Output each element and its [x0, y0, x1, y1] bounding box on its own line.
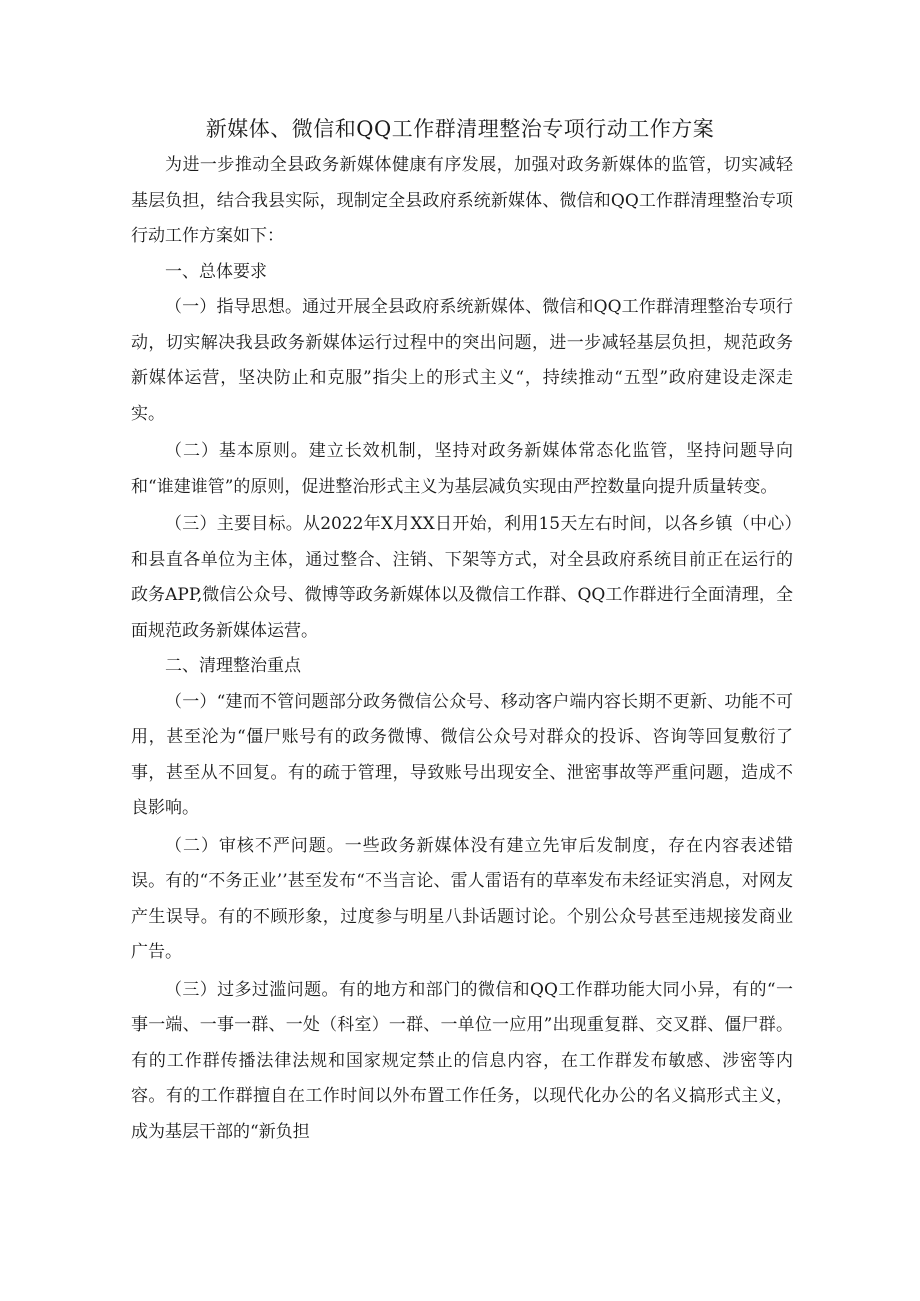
paragraph-built-not-managed: （一）“建而不管问题部分政务微信公众号、移动客户端内容长期不更新、功能不可用，甚至沦为“僵尸账号有的政务微博、微信公众号对群众的投诉、咨询等回复敷衍了事，甚至从不回复。有的疏于管理，导致账号出现安全、泄密事故等严重问题，造成不良影响。: [131, 691, 793, 818]
intro-paragraph: 为进一步推动全县政务新媒体健康有序发展，加强对政务新媒体的监管，切实减轻基层负担，结合我县实际，现制定全县政府系统新媒体、微信和QQ工作群清理整治专项行动工作方案如下：: [131, 155, 793, 246]
paragraph-basic-principles: （二）基本原则。建立长效机制，坚持对政务新媒体常态化监管，坚持问题导向和“谁建谁管”的原则，促进整治形式主义为基层减负实现由严控数量向提升质量转变。: [131, 441, 793, 497]
paragraph-guiding-ideology: （一）指导思想。通过开展全县政府系统新媒体、微信和QQ工作群清理整治专项行动，切实解决我县政务新媒体运行过程中的突出问题，进一步减轻基层负担，规范政务新媒体运营，坚决防止和克服”指尖上的形式主义“，持续推动“五型”政府建设走深走实。: [131, 297, 793, 424]
paragraph-main-objectives: （三）主要目标。从2022年X月XX日开始，利用15天左右时间，以各乡镇（中心）和县直各单位为主体，通过整合、注销、下架等方式，对全县政府系统目前正在运行的政务APP,微信公众号、微博等政务新媒体以及微信工作群、QQ工作群进行全面清理，全面规范政务新媒体运营。: [131, 514, 793, 641]
section-heading-general-requirements: 一、总体要求: [165, 261, 267, 282]
document-title: 新媒体、微信和QQ工作群清理整治专项行动工作方案: [205, 117, 715, 141]
section-heading-rectification-focus: 二、清理整治重点: [165, 656, 301, 676]
paragraph-lax-review: （二）审核不严问题。一些政务新媒体没有建立先审后发制度，存在内容表述错误。有的“不务正业’’甚至发布“不当言论、雷人雷语有的草率发布未经证实消息，对网友产生误导。有的不顾形象，过度参与明星八卦话题讨论。个别公众号甚至违规接发商业广告。: [131, 835, 793, 962]
paragraph-excessive-groups: （三）过多过滥问题。有的地方和部门的微信和QQ工作群功能大同小异，有的“一事一端、一事一群、一处（科室）一群、一单位一应用”出现重复群、交叉群、僵尸群。有的工作群传播法律法规和国家规定禁止的信息内容，在工作群发布敏感、涉密等内容。有的工作群擅自在工作时间以外布置工作任务，以现代化办公的名义搞形式主义，成为基层干部的“新负担: [131, 979, 793, 1142]
document-body: [131, 148, 793, 1150]
